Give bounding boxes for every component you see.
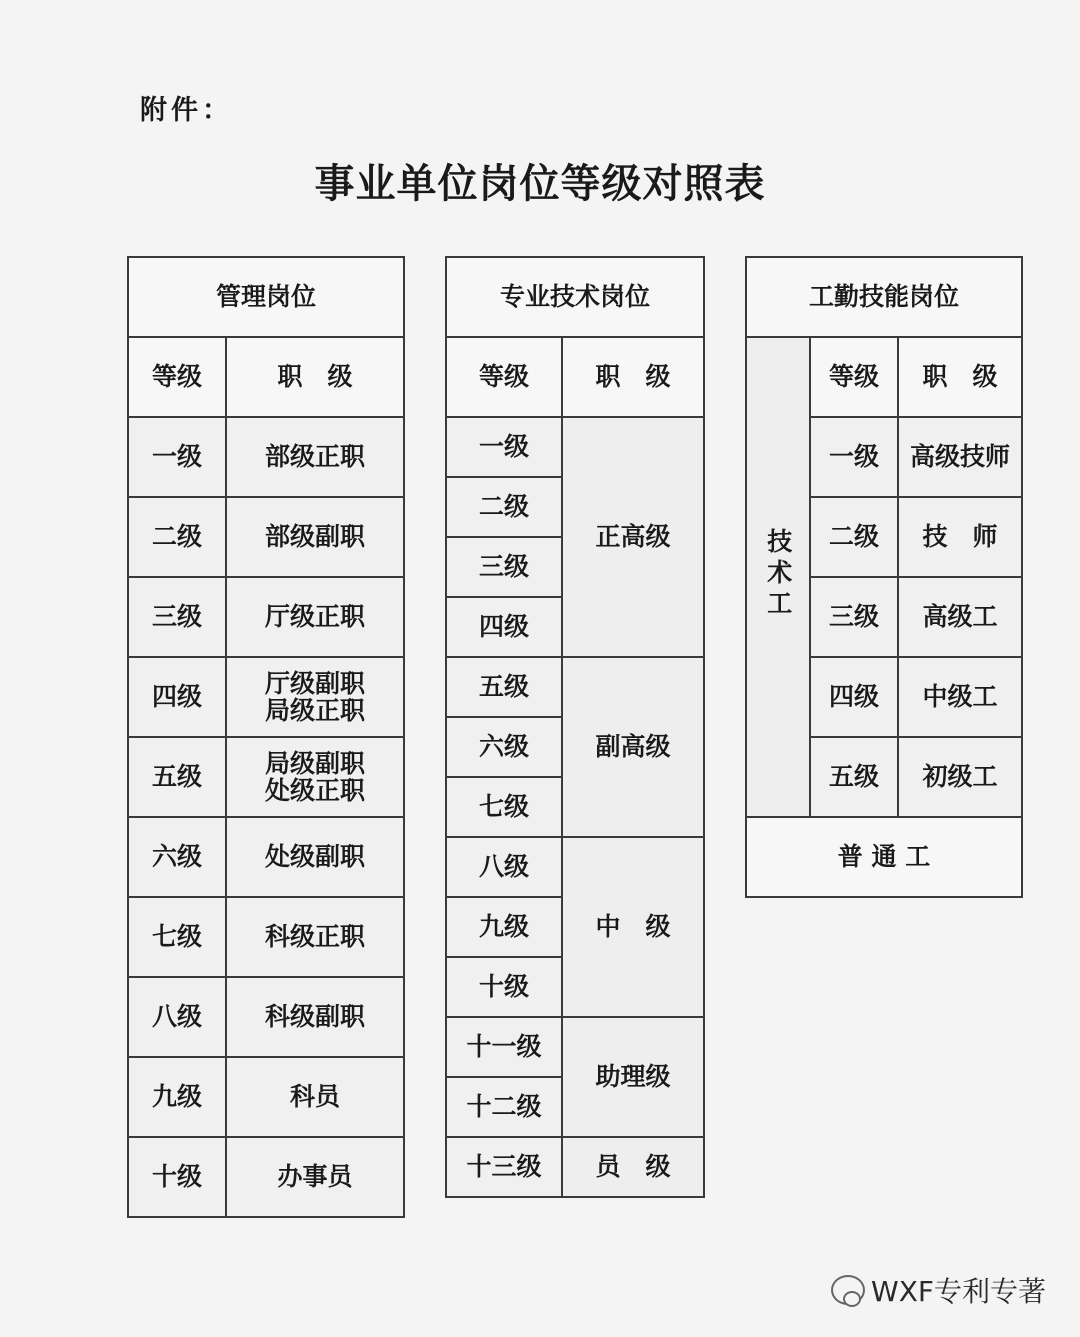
table-row [128,1137,404,1217]
rank-cell: 科级正职 [226,897,404,977]
col-grade: 等级 [128,337,226,417]
table-row [446,1017,704,1077]
grade-cell: 四级 [128,657,226,737]
column-header-row [128,337,404,417]
rank-group-cell: 员 级 [562,1137,704,1197]
grade-cell: 一级 [810,417,898,497]
skilled-worker-label: 技术工 [763,527,793,621]
rank-group-cell: 副高级 [562,657,704,837]
attachment-label: 附件： [140,95,233,126]
table-row [128,897,404,977]
rank-group-cell: 中 级 [562,837,704,1017]
grade-cell: 四级 [810,657,898,737]
rank-cell: 初级工 [898,737,1022,817]
column-header-row [446,337,704,417]
grade-cell: 七级 [446,777,562,837]
grade-cell: 五级 [128,737,226,817]
col-grade: 等级 [810,337,898,417]
table-row [446,837,704,897]
table-row [128,577,404,657]
grade-cell: 十三级 [446,1137,562,1197]
table-row [446,417,704,477]
rank-cell: 处级副职 [226,817,404,897]
grade-cell: 五级 [446,657,562,717]
watermark-text: WXF专利专著 [871,1275,1046,1308]
page-title: 事业单位岗位等级对照表 [314,160,766,207]
col-rank: 职 级 [898,337,1022,417]
grade-cell: 九级 [128,1057,226,1137]
grade-cell: 二级 [810,497,898,577]
grade-cell: 一级 [128,417,226,497]
grade-cell: 九级 [446,897,562,957]
grade-cell: 十级 [446,957,562,1017]
management-table [127,256,405,1218]
worker-table [745,256,1023,898]
general-worker-row [746,817,1022,897]
rank-group-cell: 正高级 [562,417,704,657]
watermark [831,1270,1046,1310]
table-row [128,977,404,1057]
skilled-worker-cell [746,337,810,817]
rank-cell: 高级技师 [898,417,1022,497]
grade-cell: 七级 [128,897,226,977]
grade-cell: 十二级 [446,1077,562,1137]
technical-header: 专业技术岗位 [446,257,704,337]
grade-cell: 六级 [446,717,562,777]
rank-cell: 技 师 [898,497,1022,577]
worker-header: 工勤技能岗位 [746,257,1022,337]
col-grade: 等级 [446,337,562,417]
header-row [746,257,1022,337]
column-header-row [746,337,1022,417]
rank-cell: 部级副职 [226,497,404,577]
table-row [128,497,404,577]
header-row [128,257,404,337]
grade-cell: 三级 [128,577,226,657]
grade-cell: 八级 [128,977,226,1057]
table-row [446,657,704,717]
rank-cell: 科员 [226,1057,404,1137]
rank-cell: 厅级正职 [226,577,404,657]
grade-cell: 五级 [810,737,898,817]
rank-cell: 中级工 [898,657,1022,737]
table-row [128,417,404,497]
wechat-icon [831,1275,865,1305]
management-header: 管理岗位 [128,257,404,337]
grade-cell: 六级 [128,817,226,897]
rank-cell: 办事员 [226,1137,404,1217]
table-row [446,1137,704,1197]
rank-cell: 厅级副职 局级正职 [226,657,404,737]
grade-cell: 三级 [446,537,562,597]
grade-cell: 一级 [446,417,562,477]
col-rank: 职 级 [562,337,704,417]
rank-cell: 局级副职 处级正职 [226,737,404,817]
grade-cell: 十级 [128,1137,226,1217]
grade-cell: 三级 [810,577,898,657]
grade-cell: 八级 [446,837,562,897]
col-rank: 职 级 [226,337,404,417]
grade-cell: 二级 [446,477,562,537]
general-worker-cell: 普 通 工 [746,817,1022,897]
table-row [128,657,404,737]
grade-cell: 二级 [128,497,226,577]
rank-group-cell: 助理级 [562,1017,704,1137]
grade-cell: 四级 [446,597,562,657]
table-row [128,817,404,897]
header-row [446,257,704,337]
rank-cell: 高级工 [898,577,1022,657]
technical-table [445,256,705,1198]
rank-cell: 部级正职 [226,417,404,497]
table-row [128,1057,404,1137]
table-row [128,737,404,817]
rank-cell: 科级副职 [226,977,404,1057]
grade-cell: 十一级 [446,1017,562,1077]
